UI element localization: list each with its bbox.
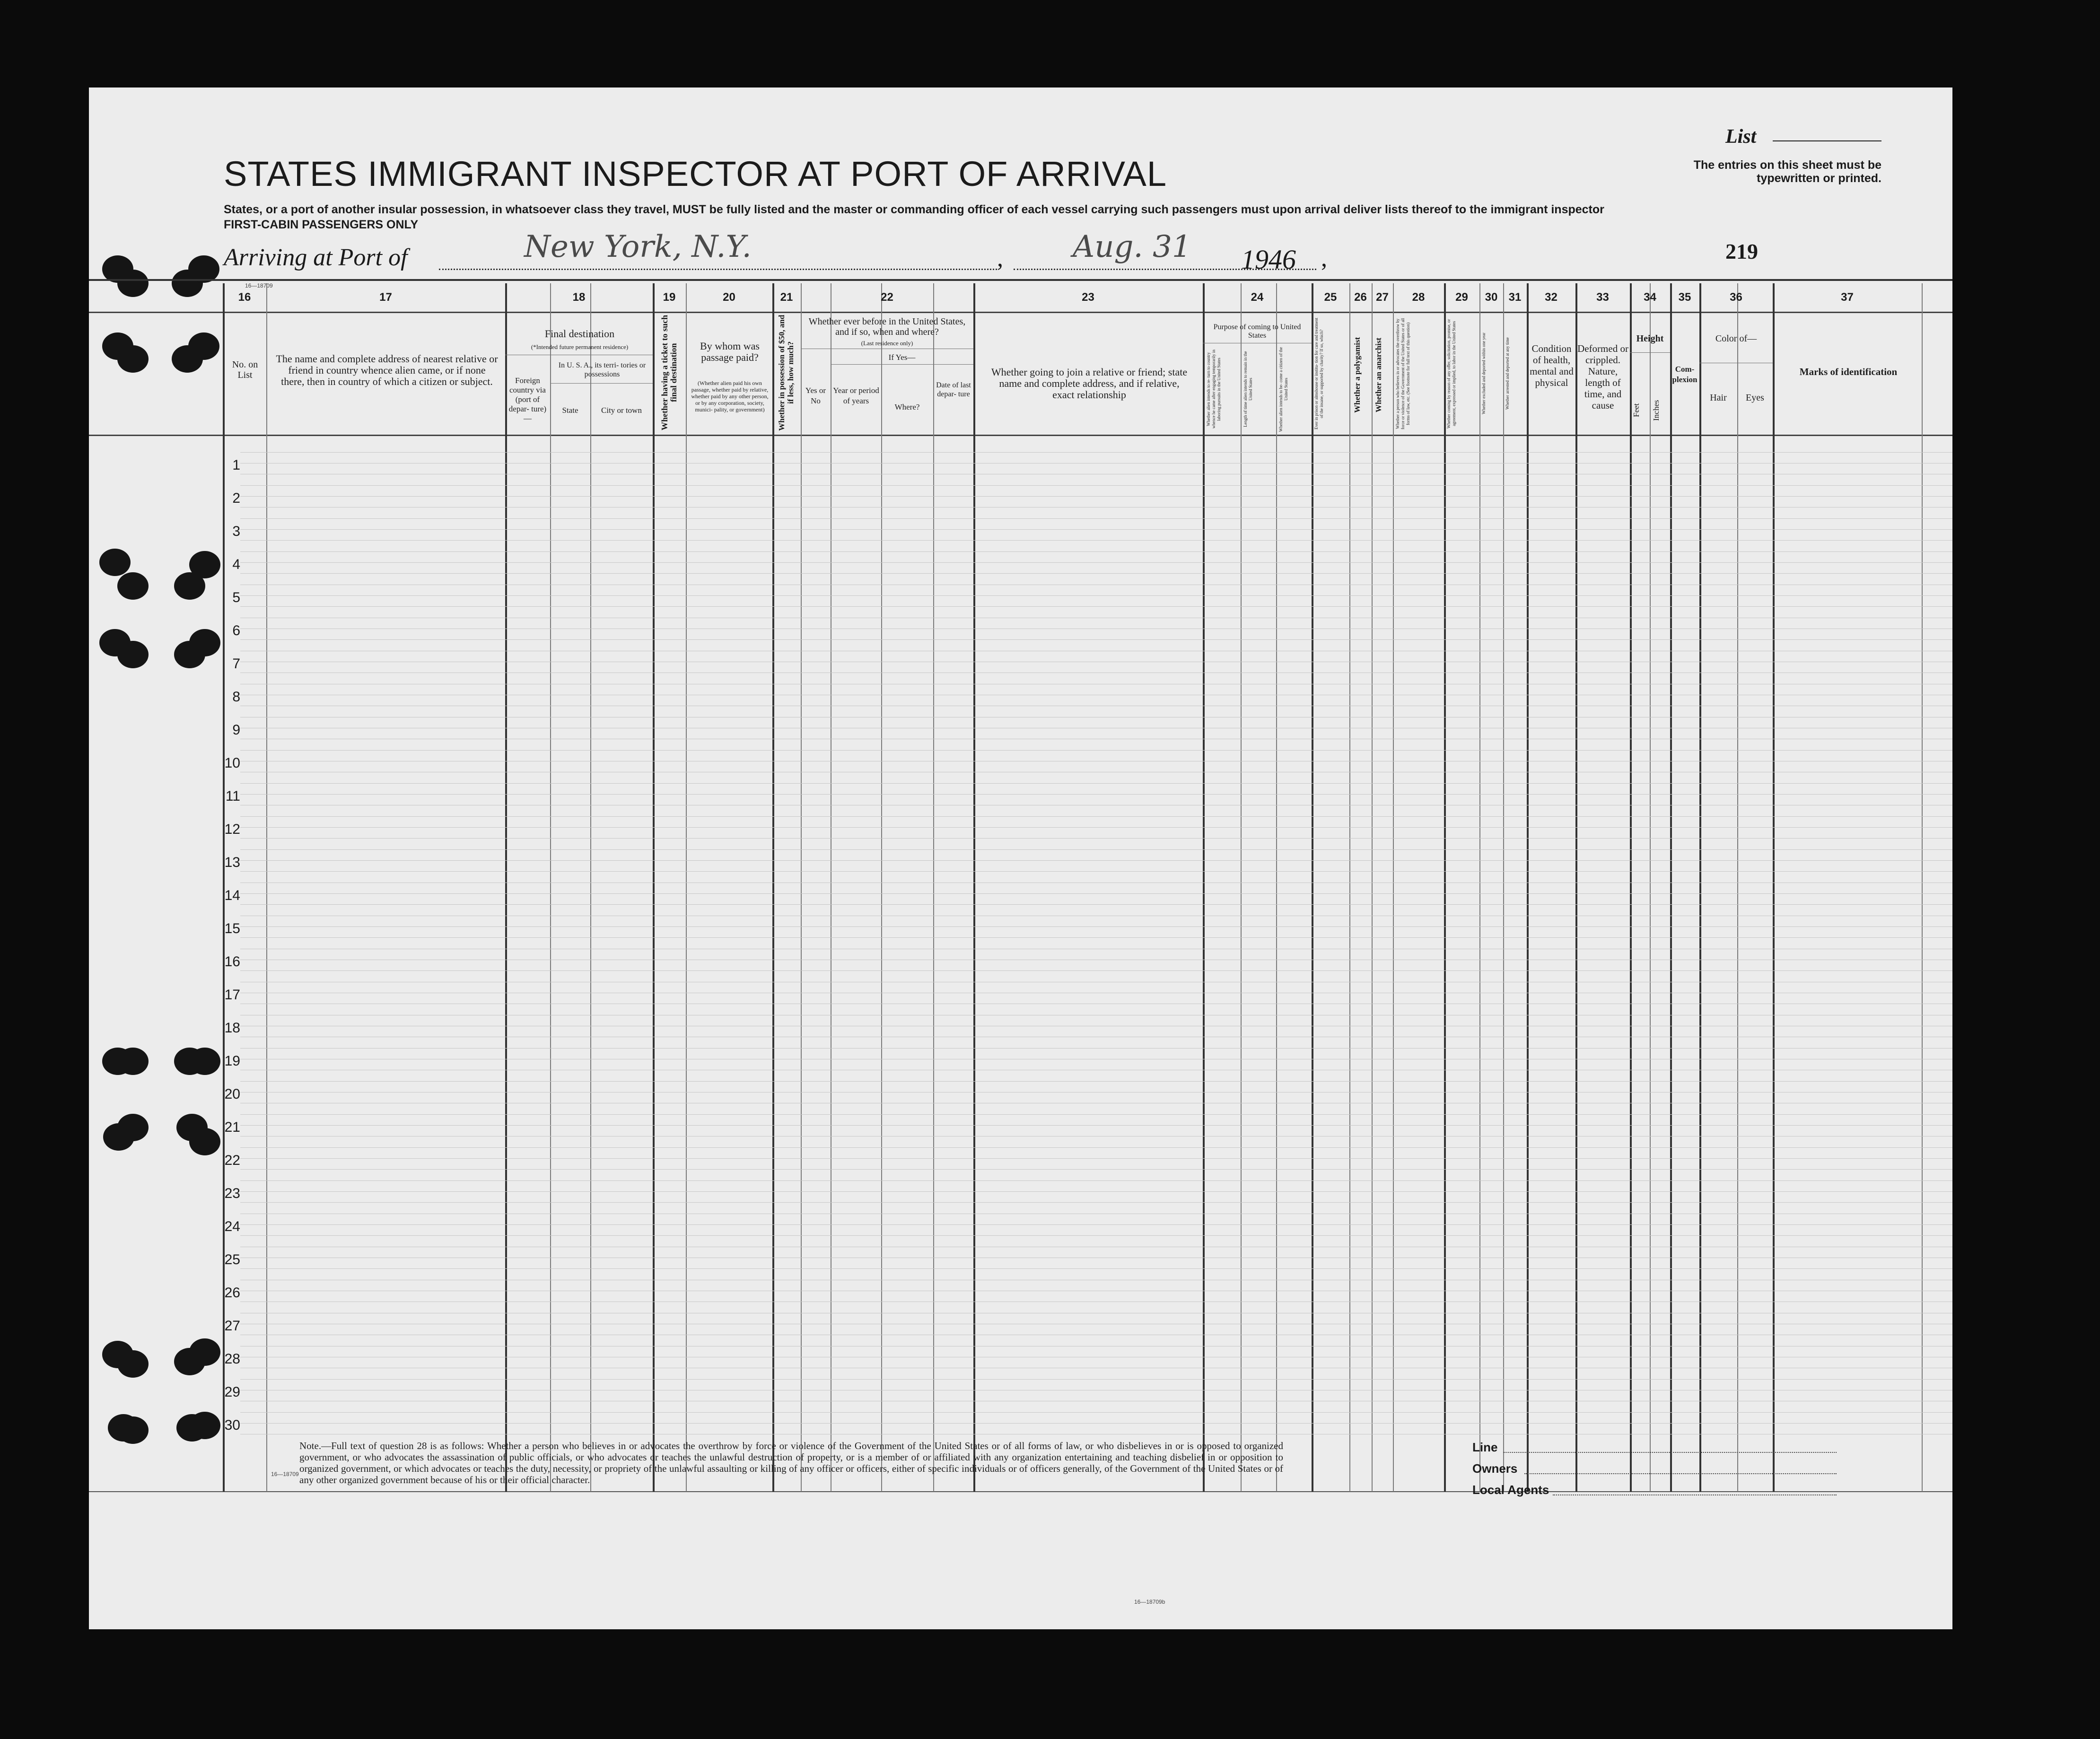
header-complexion: Com- plexion [1672, 365, 1698, 384]
column-divider [1372, 283, 1373, 1492]
header-passage-paid-sub: (Whether alien paid his own passage, whether paid by relative, whether paid by any other person, or by any corporation, society, munici- pality, or government) [691, 380, 769, 413]
column-divider [933, 283, 934, 1492]
row-rule [240, 518, 1952, 519]
row-rule [240, 1048, 1952, 1049]
row-rule [240, 1180, 1952, 1181]
header-foreign-country: Foreign country via (port of depar- ture)— [508, 376, 547, 423]
col-num-28: 28 [1412, 291, 1425, 304]
port-blank [439, 269, 997, 270]
header-yes-no: Yes or No [805, 386, 826, 405]
punch-hole [117, 1114, 149, 1141]
col-num-35: 35 [1678, 291, 1691, 304]
header-final-destination: Final destination [544, 328, 615, 340]
row-rule [240, 838, 1952, 839]
row-rule [240, 1202, 1952, 1203]
column-divider [653, 283, 655, 1492]
row-rule [240, 1268, 1952, 1269]
header-passage-paid: By whom was passage paid? [700, 340, 760, 363]
punch-hole [117, 1350, 149, 1378]
rule [1630, 352, 1670, 353]
row-rule [240, 1412, 1952, 1413]
form-code: 16—18709 [245, 282, 273, 289]
row-number: 6 [232, 623, 240, 638]
header-feet: Feet [1632, 403, 1641, 418]
arriving-label: Arriving at Port of [224, 244, 408, 271]
column-divider [1699, 283, 1701, 1492]
footnote: Note.—Full text of question 28 is as follows: Whether a person who believes in or advocates the overthrow by force or violence of the Government of the United States or of all forms of law, or who disbelieves in or is opposed to organized government, or who advocates the assassination of public officials, or who advocates or teaches the unlawful destruction of property, or is a member of or affiliated with any organization entertaining and teaching disbelief in or opposition to organized government, or which advocates or teaches the duty, necessity, or propriety of the unlawful assaulting or killing of any officer or officers, either of specific individuals or of officers generally, of the Government of the United States or of any other organized government because of his or their official character. [299, 1440, 1283, 1486]
header-labor-offer: Whether coming by reason of any offer, solicitation, promise, or agreement, expressed or implied, to labor in the United States [1446, 319, 1456, 428]
header-join-relative: Whether going to join a relative or friend; state name and complete address, and if relative, exact relationship [991, 366, 1188, 401]
header-city: City or town [601, 406, 642, 415]
col-num-18: 18 [572, 291, 586, 304]
row-number: 28 [224, 1351, 240, 1367]
row-number: 25 [224, 1252, 240, 1267]
entries-note: The entries on this sheet must be typewritten or printed. [1693, 158, 1881, 185]
row-number: 12 [224, 821, 240, 837]
punch-hole [117, 1416, 149, 1444]
row-rule [240, 1191, 1952, 1192]
header-final-destination-sub: (*Intended future permanent residence) [531, 343, 629, 350]
column-divider [801, 283, 802, 1492]
row-rule [240, 639, 1952, 640]
column-divider [772, 283, 774, 1492]
column-divider [1630, 283, 1632, 1492]
column-divider [1203, 283, 1205, 1492]
list-label: List [1725, 126, 1757, 148]
row-number: 22 [224, 1153, 240, 1168]
row-number: 20 [224, 1086, 240, 1102]
row-rule [240, 1125, 1952, 1126]
header-where: Where? [894, 402, 920, 411]
rule [550, 383, 653, 384]
punch-hole [117, 345, 149, 373]
header-eyes: Eyes [1746, 393, 1764, 403]
header-fifty-dollars: Whether in possession of $50, and if less, how much? [777, 315, 795, 431]
row-rule [240, 540, 1952, 541]
list-number-blank [1773, 140, 1881, 141]
col-num-36: 36 [1730, 291, 1742, 304]
punch-hole [117, 572, 149, 600]
column-divider [1650, 283, 1651, 1492]
column-divider [1527, 283, 1529, 1492]
punch-hole [117, 641, 149, 668]
col-num-23: 23 [1082, 291, 1094, 304]
header-ticket: Whether having a ticket to such final destination [660, 315, 678, 431]
column-divider [1479, 283, 1480, 1492]
row-rule [240, 485, 1952, 486]
page-number: 219 [1725, 239, 1758, 263]
year: 1946 [1241, 244, 1296, 275]
row-rule [240, 1235, 1952, 1236]
row-number: 30 [224, 1417, 240, 1433]
footer-form-code: 16—18709b [1134, 1599, 1165, 1605]
header-anarchist: Whether an anarchist [1374, 337, 1383, 412]
col-num-26: 26 [1354, 291, 1367, 304]
header-polygamist: Whether a polygamist [1353, 337, 1362, 413]
column-divider [973, 283, 975, 1492]
row-rule [240, 1147, 1952, 1148]
row-rule [240, 827, 1952, 828]
header-health: Condition of health, mental and physical [1530, 343, 1574, 388]
table-top-border [89, 279, 1952, 281]
row-number: 14 [224, 888, 240, 903]
column-divider [266, 283, 267, 1492]
col-num-25: 25 [1324, 291, 1337, 304]
column-divider [550, 283, 551, 1492]
page-title: STATES IMMIGRANT INSPECTOR AT PORT OF ARRIVAL [224, 154, 1167, 193]
column-divider [1349, 283, 1350, 1492]
header-if-yes: If Yes— [888, 353, 916, 362]
class-note: FIRST-CABIN PASSENGERS ONLY [224, 218, 419, 231]
header-ever-before: Whether ever before in the United States, and if so, when and where? [808, 316, 966, 337]
punch-hole [117, 1048, 149, 1075]
col-num-29: 29 [1455, 291, 1468, 304]
header-list-number: No. on List [232, 359, 258, 380]
column-divider [1773, 283, 1775, 1492]
row-number: 21 [224, 1119, 240, 1135]
row-rule [240, 573, 1952, 574]
column-divider [1241, 283, 1242, 1492]
date-handwritten: Aug. 31 [1073, 229, 1191, 264]
row-rule [240, 860, 1952, 861]
column-divider [881, 283, 882, 1492]
header-last-residence: (Last residence only) [861, 340, 913, 347]
header-color-of: Color of— [1715, 333, 1757, 344]
row-rule [240, 562, 1952, 563]
row-number: 4 [232, 557, 240, 572]
row-number: 2 [232, 490, 240, 506]
row-number: 7 [232, 656, 240, 672]
header-purpose: Purpose of coming to United States [1213, 323, 1301, 340]
col-num-24: 24 [1251, 291, 1264, 304]
column-divider [1444, 283, 1446, 1492]
row-rule [240, 750, 1952, 751]
header-hair: Hair [1710, 393, 1727, 403]
header-deformed: Deformed or crippled. Nature, length of time, and cause [1577, 343, 1628, 411]
header-bottom-rule [89, 435, 1952, 436]
port-handwritten: New York, N.Y. [524, 229, 752, 264]
col-num-16: 16 [238, 291, 251, 304]
line-blank[interactable] [1503, 1452, 1837, 1453]
col-num-22: 22 [881, 291, 893, 304]
column-divider [1575, 283, 1577, 1492]
row-number: 19 [224, 1053, 240, 1069]
form-code-bottom: 16—18709 [271, 1471, 299, 1477]
row-number: 27 [224, 1318, 240, 1334]
row-rule [240, 849, 1952, 850]
header-date-departure: Date of last depar- ture [936, 381, 971, 398]
header-prison: Ever in prison or almshouse or institu- tion for care and treatment of the insane, or supported by charity? If so, which? [1314, 317, 1324, 430]
row-number: 26 [224, 1285, 240, 1301]
row-rule [240, 1158, 1952, 1159]
row-number: 24 [224, 1219, 240, 1234]
row-number: 15 [224, 921, 240, 936]
header-state: State [562, 406, 578, 415]
column-divider [1922, 283, 1923, 1492]
col-num-21: 21 [780, 291, 793, 304]
column-divider [1312, 283, 1313, 1492]
row-number: 11 [225, 788, 240, 804]
header-top-rule [89, 312, 1952, 313]
line-label: Line [1472, 1440, 1498, 1454]
row-number: 8 [232, 689, 240, 705]
row-rule [240, 529, 1952, 530]
row-number: 17 [224, 987, 240, 1003]
col-num-27: 27 [1376, 291, 1389, 304]
row-number: 13 [224, 855, 240, 870]
row-rule [240, 937, 1952, 938]
row-rule [240, 1379, 1952, 1380]
header-length-stay: Length of time alien intends to remain in the United States [1243, 351, 1253, 428]
column-divider [1503, 283, 1504, 1492]
column-divider [505, 283, 507, 1492]
header-citizen-intent: Whether alien intends to be- come a citizen of the United States [1278, 347, 1288, 432]
local-agents-blank[interactable] [1553, 1494, 1837, 1495]
row-number: 1 [232, 457, 240, 473]
owners-label: Owners [1472, 1461, 1518, 1476]
row-rule [240, 926, 1952, 927]
row-rule [240, 1114, 1952, 1115]
header-inches: Inches [1652, 400, 1661, 421]
header-overthrow: Whether a person who believes in or advocates the overthrow by force or violence of the Government of the United States or of all forms of law, etc. (See footnote for full text of this question) [1395, 318, 1410, 429]
row-rule [240, 496, 1952, 497]
column-divider [1737, 283, 1738, 1492]
instruction-text: States, or a port of another insular possession, in whatsoever class they travel, MUST be fully listed and the master or commanding officer of each vessel carrying such passengers must upon arrival deliver lists thereof to the immigrant inspector [224, 203, 1604, 216]
col-num-31: 31 [1508, 291, 1522, 304]
col-num-19: 19 [663, 291, 676, 304]
punch-hole [99, 549, 131, 576]
header-excluded: Whether excluded and deported within one year [1481, 332, 1486, 415]
row-rule [240, 783, 1952, 784]
row-rule [240, 1169, 1952, 1170]
row-number: 5 [232, 590, 240, 605]
col-num-30: 30 [1485, 291, 1498, 304]
row-rule [240, 1081, 1952, 1082]
row-rule [240, 1423, 1952, 1424]
row-rule [240, 970, 1952, 971]
column-divider [1670, 283, 1672, 1492]
row-number: 23 [224, 1186, 240, 1201]
row-rule [240, 595, 1952, 596]
rule [831, 364, 973, 365]
table-bottom-rule [89, 1491, 1952, 1492]
row-number: 18 [224, 1020, 240, 1036]
header-deported: Whether arrested and deported at any time [1505, 337, 1510, 410]
row-rule [240, 893, 1952, 894]
row-rule [240, 1224, 1952, 1225]
row-rule [240, 871, 1952, 872]
column-divider [590, 283, 591, 1492]
row-rule [240, 551, 1952, 552]
row-number: 3 [232, 524, 240, 539]
header-year-period: Year or period of years [833, 386, 879, 405]
comma-mark: , [997, 245, 1003, 272]
row-rule [240, 606, 1952, 607]
col-num-17: 17 [379, 291, 392, 304]
header-nearest-relative: The name and complete address of nearest relative or friend in country whence alien came, or if none there, then in country of which a citizen or subject. [276, 353, 498, 387]
punch-hole [117, 270, 149, 297]
column-divider [686, 283, 687, 1492]
row-number: 16 [224, 954, 240, 970]
col-num-32: 32 [1545, 291, 1558, 304]
row-number: 10 [224, 755, 240, 771]
row-rule [240, 816, 1952, 817]
col-num-33: 33 [1596, 291, 1609, 304]
owners-blank[interactable] [1524, 1473, 1837, 1474]
column-divider [1276, 283, 1277, 1492]
row-rule [240, 452, 1952, 453]
column-divider [1393, 283, 1394, 1492]
header-marks-identification: Marks of identification [1799, 366, 1898, 377]
row-number: 29 [224, 1384, 240, 1400]
col-num-37: 37 [1841, 291, 1854, 304]
header-in-usa: In U. S. A., its terri- tories or possessions [558, 361, 646, 378]
manifest-sheet [89, 87, 1952, 1629]
row-rule [240, 794, 1952, 795]
col-num-34: 34 [1644, 291, 1656, 304]
col-num-20: 20 [723, 291, 735, 304]
comma-mark: , [1321, 245, 1327, 272]
header-height: Height [1636, 333, 1664, 344]
local-agents-label: Local Agents [1472, 1483, 1549, 1497]
header-return-intent: Whether alien intends to re- turn to country whence he came after engaging temporarily in laboring pursuits in the United States [1206, 350, 1221, 429]
punch-hole [188, 332, 219, 360]
row-number: 9 [232, 722, 240, 738]
row-rule [240, 904, 1952, 905]
